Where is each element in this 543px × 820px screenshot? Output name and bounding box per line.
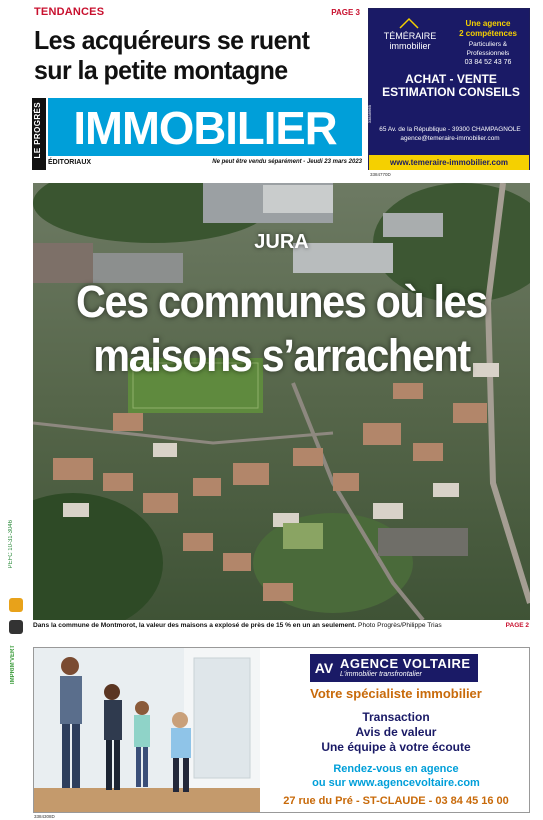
pefc-label: PEFC 10-31-3046 xyxy=(8,520,14,569)
ad-temeraire-skills-line1: Une agence xyxy=(465,19,511,28)
ad-temeraire-ref: 3384770D xyxy=(370,172,391,177)
hero-page-ref[interactable]: PAGE 2 xyxy=(505,622,529,629)
hero-photo[interactable] xyxy=(33,183,530,620)
voltaire-address[interactable]: 27 rue du Pré - ST-CLAUDE - 03 84 45 16 00 xyxy=(283,795,509,807)
voltaire-website-link[interactable]: ou sur www.agencevoltaire.com xyxy=(312,777,480,789)
teaser-block xyxy=(34,6,364,90)
voltaire-brand-tag: L'immobilier transfrontalier xyxy=(340,671,422,678)
masthead-title: IMMOBILIER xyxy=(73,102,337,154)
ad-agence-voltaire[interactable] xyxy=(33,647,530,813)
ad-temeraire-address-block xyxy=(371,126,529,143)
ad-temeraire-address: 65 Av. de la République - 39300 CHAMPAGNOLE xyxy=(379,126,521,133)
hero-caption-text: Dans la commune de Montmorot, la valeur des maisons a explosé de près de 15 % en un an seulement. xyxy=(33,622,357,629)
teaser-title[interactable]: Les acquéreurs se ruent sur la petite montagne xyxy=(34,25,310,85)
voltaire-rdv xyxy=(262,762,530,790)
ad-temeraire-logo-line1: TÉMÉRAIRE xyxy=(383,31,437,41)
masthead-banner xyxy=(48,98,362,156)
masthead xyxy=(32,98,362,172)
hero-region: JURA xyxy=(254,231,309,253)
house-roof-icon xyxy=(399,17,419,29)
masthead-section: ÉDITORIAUX xyxy=(48,159,92,166)
info-badge-icon xyxy=(9,620,23,634)
ad-temeraire[interactable] xyxy=(368,8,530,170)
teaser-page-ref[interactable]: PAGE 3 xyxy=(331,8,360,17)
hero-headline[interactable]: Ces communes où les maisons s’arrachent xyxy=(76,276,487,381)
imprim-vert-label: IMPRIM'VERT xyxy=(10,645,16,685)
ad-temeraire-website[interactable]: www.temeraire-immobilier.com xyxy=(369,155,529,170)
voltaire-brand-name: AGENCE VOLTAIRE xyxy=(340,656,471,671)
ad-temeraire-panel xyxy=(369,9,529,155)
ad-temeraire-headline: ACHAT - VENTE ESTIMATION CONSEILS xyxy=(382,72,520,99)
voltaire-rdv-line1: Rendez-vous en agence xyxy=(333,763,459,775)
ad-temeraire-logo-line2: immobilier xyxy=(389,41,431,51)
ad-temeraire-email[interactable]: agence@temeraire-immobilier.com xyxy=(400,134,500,142)
ad-temeraire-phone[interactable]: 03 84 52 43 76 xyxy=(464,59,512,66)
voltaire-specialist: Votre spécialiste immobilier xyxy=(310,686,482,701)
voltaire-services xyxy=(262,710,530,755)
masthead-brand xyxy=(32,98,46,170)
recycle-badge-icon xyxy=(9,598,23,612)
ad-temeraire-skills xyxy=(449,19,527,58)
voltaire-service-item: Une équipe à votre écoute xyxy=(321,740,471,754)
ad-temeraire-skills-line2: 2 compétences xyxy=(459,29,517,38)
masthead-date-line: Ne peut être vendu séparément - Jeudi 23 mars 2023 xyxy=(212,159,362,165)
masthead-brand-text: LE PROGRÈS xyxy=(33,102,42,159)
ad-temeraire-logo xyxy=(375,31,445,51)
voltaire-service-item: Transaction xyxy=(362,710,430,724)
family-photo-image xyxy=(34,648,260,812)
voltaire-brand-banner xyxy=(310,654,478,682)
hero-caption xyxy=(33,622,503,629)
ad-temeraire-skills-sub: Particuliers & Professionnels xyxy=(466,41,510,57)
ad-voltaire-ref: 3384308D xyxy=(34,814,55,819)
left-eco-strip xyxy=(6,520,26,720)
teaser-kicker: TENDANCES xyxy=(34,6,105,18)
hero-photo-credit: Photo Progrès/Philippe Trias xyxy=(358,622,442,629)
voltaire-service-item: Avis de valeur xyxy=(355,725,437,739)
ad-temeraire-side-ref: 3383896B xyxy=(367,105,372,124)
voltaire-logo-icon: AV xyxy=(314,660,334,676)
